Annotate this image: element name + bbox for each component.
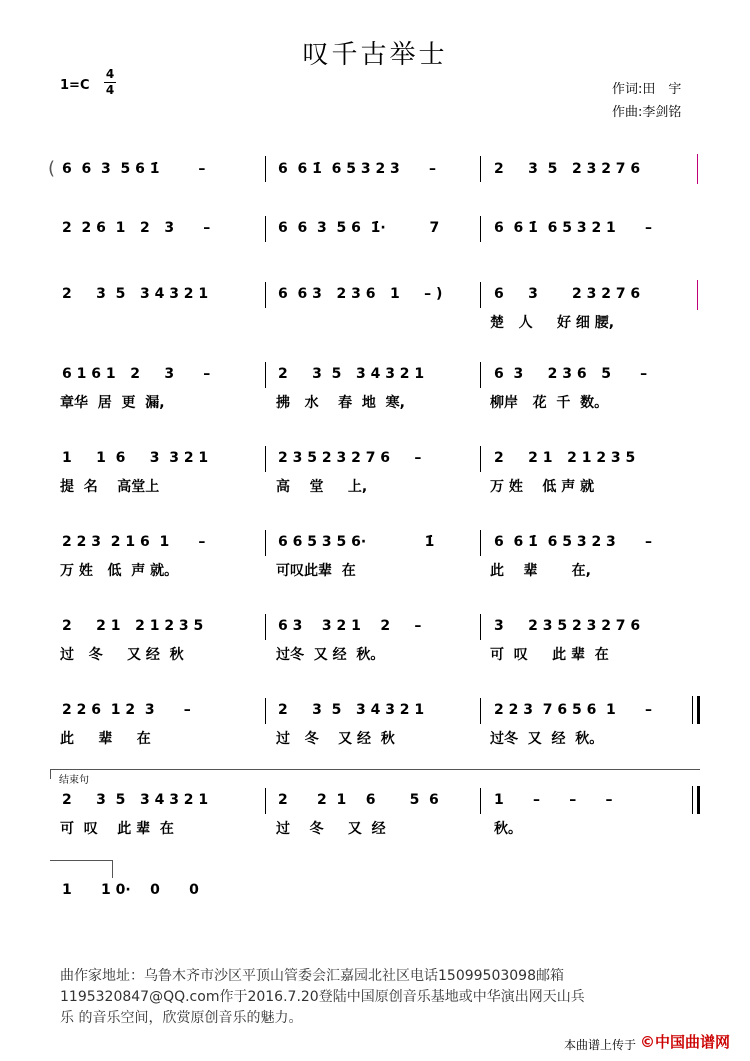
- site-logo[interactable]: [640, 1031, 730, 1052]
- lyrics-row-5c: 万 姓 低 声 就: [490, 479, 595, 495]
- footer-line-3: 乐 的音乐空间，欣赏原创音乐的魅力。: [60, 1010, 303, 1026]
- lyrics-row-9c: 秋。: [494, 821, 522, 837]
- lyricist: 作词:田 宇: [612, 82, 682, 97]
- lyrics-row-4c: 柳岸 花 千 数。: [490, 395, 609, 411]
- lyrics-row-7a: 过 冬 又 经 秋: [60, 647, 184, 663]
- logo-text: 中国曲谱网: [655, 1033, 731, 1051]
- lyrics-row-8b: 过 冬 又 经 秋: [276, 731, 395, 747]
- lyrics-row-5b: 高 堂 上,: [276, 479, 368, 495]
- ending-bracket: [50, 769, 700, 770]
- time-signature: [104, 68, 116, 97]
- composer: 作曲:李剑铭: [612, 105, 682, 120]
- lyrics-row-4b: 拂 水 春 地 寒,: [276, 395, 405, 411]
- score-title: 叹千古举士: [302, 40, 448, 70]
- lyrics-row-8a: 此 辈 在: [60, 731, 151, 747]
- lyrics-row-6b: 可叹此辈 在: [276, 563, 356, 579]
- coda-bracket-side: [112, 860, 113, 878]
- lyrics-row-8c: 过冬 又 经 秋。: [490, 731, 604, 747]
- lyrics-row-9b: 过 冬 又 经: [276, 821, 386, 837]
- lyrics-row-9a: 可 叹 此 辈 在: [60, 821, 174, 837]
- footer-line-2: 1195320847@QQ.com作于2016.7.20登陆中国原创音乐基地或中华演出网天山兵: [60, 989, 585, 1005]
- ending-bracket-side: [50, 769, 51, 779]
- upload-text: 本曲谱上传于: [564, 1038, 637, 1052]
- lyrics-row-7b: 过冬 又 经 秋。: [276, 647, 385, 663]
- time-sig-top: 4: [105, 67, 115, 81]
- coda-bracket: [50, 860, 112, 861]
- logo-mark-icon: ©: [640, 1033, 655, 1051]
- time-sig-bottom: 4: [105, 83, 115, 97]
- lyrics-row-3: 楚 人 好 细 腰,: [490, 315, 615, 331]
- key-signature: 1=C: [60, 78, 90, 93]
- lyrics-row-7c: 可 叹 此 辈 在: [490, 647, 609, 663]
- lyrics-row-6a: 万 姓 低 声 就。: [60, 563, 179, 579]
- footer-text: [60, 966, 700, 1029]
- ending-label: 结束句: [59, 775, 89, 786]
- lyrics-row-6c: 此 辈 在,: [490, 563, 591, 579]
- footer-line-1: 曲作家地址：乌鲁木齐市沙区平顶山管委会汇嘉园北社区电话15099503098邮箱: [60, 968, 564, 984]
- lyrics-row-4a: 章华 居 更 漏,: [60, 395, 165, 411]
- lyrics-row-5a: 提 名 高堂上: [60, 479, 160, 495]
